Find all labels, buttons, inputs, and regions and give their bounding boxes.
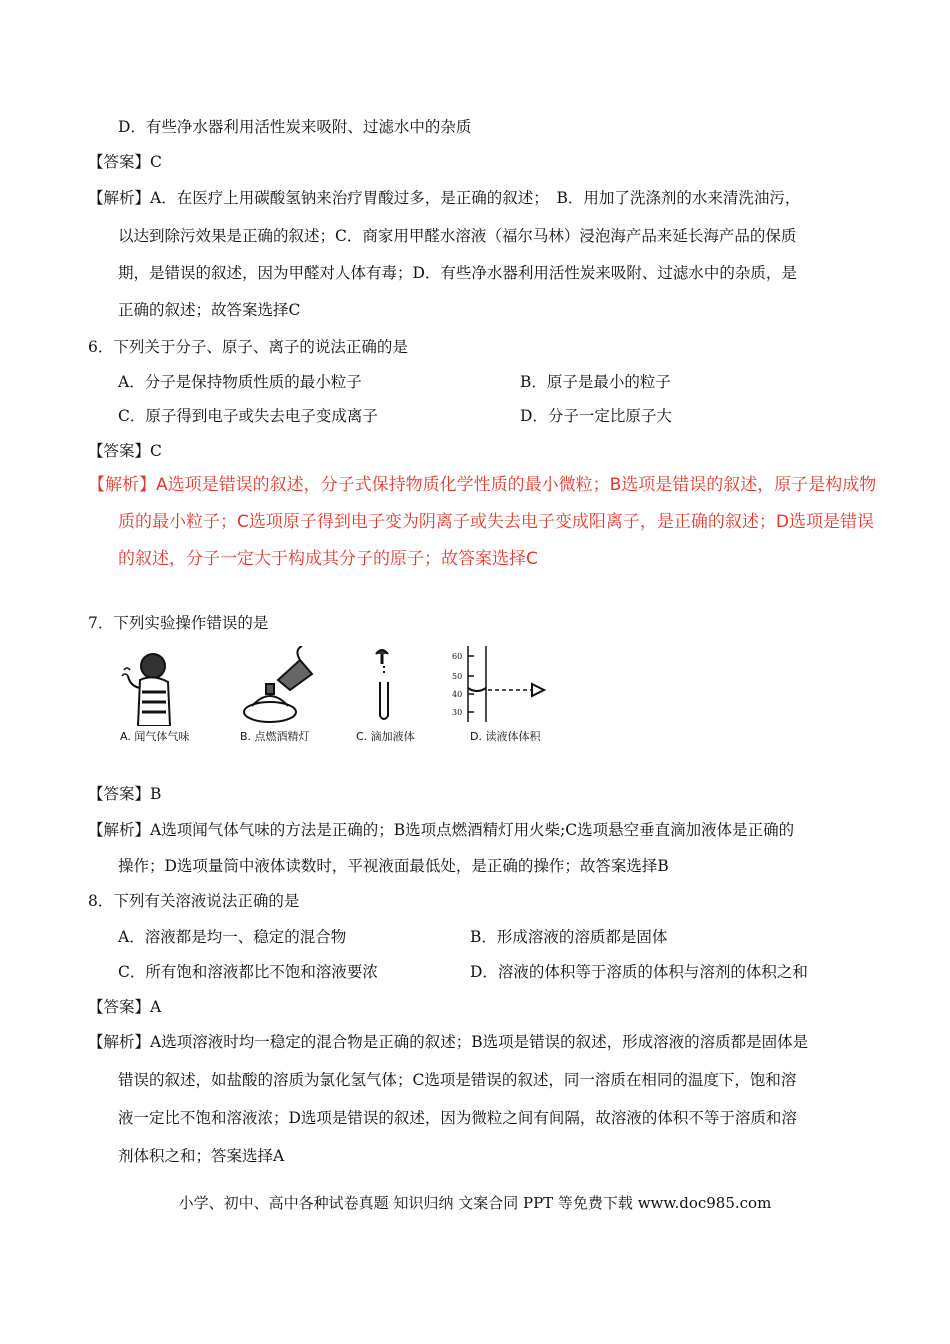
q6-answer: 【答案】C (88, 442, 162, 460)
figure-caption-d: D. 读液体体积 (470, 730, 541, 743)
figure-caption-b: B. 点燃酒精灯 (240, 730, 310, 743)
q6-question: 6．下列关于分子、原子、离子的说法正确的是 (88, 338, 408, 356)
smelling-gas-illustration (122, 654, 170, 726)
q8-analysis-line-2: 错误的叙述，如盐酸的溶质为氯化氢气体；C选项是错误的叙述，同一溶质在相同的温度下，饱和溶 (118, 1071, 797, 1089)
q6-analysis-line-3: 的叙述，分子一定大于构成其分子的原子；故答案选择C (118, 549, 538, 569)
q5-analysis-line-3: 期，是错误的叙述，因为甲醛对人体有毒；D．有些净水器利用活性炭来吸附、过滤水中的杂质，是 (118, 264, 797, 282)
q8-answer: 【答案】A (88, 998, 162, 1016)
cylinder-tick-50: 50 (452, 672, 463, 681)
q8-question: 8．下列有关溶液说法正确的是 (88, 892, 300, 910)
q7-question: 7．下列实验操作错误的是 (88, 614, 269, 632)
lab-operations-drawing (118, 646, 558, 726)
cylinder-tick-60: 60 (452, 652, 463, 661)
q8-analysis-line-3: 液一定比不饱和溶液浓；D选项是错误的叙述，因为微粒之间有间隔，故溶液的体积不等于溶质和溶 (118, 1109, 797, 1127)
q5-analysis-line-1: 【解析】A．在医疗上用碳酸氢钠来治疗胃酸过多，是正确的叙述； B．用加了洗涤剂的水来清洗油污， (88, 189, 801, 207)
q7-analysis-line-1: 【解析】A选项闻气体气味的方法是正确的；B选项点燃酒精灯用火柴;C选项悬空垂直滴加液体是正确的 (88, 821, 795, 839)
q6-option-c: C．原子得到电子或失去电子变成离子 (118, 407, 378, 425)
graduated-cylinder-illustration (452, 646, 544, 722)
test-tube-illustration (376, 650, 388, 719)
q6-option-a: A．分子是保持物质性质的最小粒子 (118, 373, 362, 391)
q6-option-b: B．原子是最小的粒子 (520, 373, 671, 391)
q6-analysis-line-1: 【解析】A选项是错误的叙述，分子式保持物质化学性质的最小微粒；B选项是错误的叙述，原子是构成物 (88, 475, 877, 495)
q7-answer: 【答案】B (88, 785, 162, 803)
q5-analysis-line-4: 正确的叙述；故答案选择C (118, 301, 301, 319)
q5-option-d: D．有些净水器利用活性炭来吸附、过滤水中的杂质 (118, 118, 472, 136)
q5-analysis-line-2: 以达到除污效果是正确的叙述；C．商家用甲醛水溶液（福尔马林）浸泡海产品来延长海产品的保质 (118, 227, 797, 245)
q8-option-a: A．溶液都是均一、稳定的混合物 (118, 928, 347, 946)
figure-caption-a: A. 闻气体气味 (120, 730, 190, 743)
q8-analysis-line-4: 剂体积之和；答案选择A (118, 1147, 285, 1165)
lab-operations-figure (118, 646, 558, 750)
q7-analysis-line-2: 操作；D选项量筒中液体读数时，平视液面最低处，是正确的操作；故答案选择B (118, 857, 669, 875)
q8-option-c: C．所有饱和溶液都比不饱和溶液要浓 (118, 963, 378, 981)
q8-option-b: B．形成溶液的溶质都是固体 (470, 928, 668, 946)
q5-answer: 【答案】C (88, 153, 162, 171)
q6-analysis-line-2: 质的最小粒子；C选项原子得到电子变为阴离子或失去电子变成阳离子，是正确的叙述；D选项是错误 (118, 512, 874, 532)
cylinder-tick-30: 30 (452, 708, 463, 717)
q8-analysis-line-1: 【解析】A选项溶液时均一稳定的混合物是正确的叙述；B选项是错误的叙述，形成溶液的溶质都是固体是 (88, 1033, 809, 1051)
q6-option-d: D．分子一定比原子大 (520, 407, 672, 425)
cylinder-tick-40: 40 (452, 690, 463, 699)
q8-option-d: D．溶液的体积等于溶质的体积与溶剂的体积之和 (470, 963, 808, 981)
figure-caption-c: C. 滴加液体 (356, 730, 415, 743)
footer-download-notice: 小学、初中、高中各种试卷真题 知识归纳 文案合同 PPT 等免费下载 www.doc985.com (178, 1194, 772, 1212)
alcohol-lamp-illustration (244, 646, 312, 722)
